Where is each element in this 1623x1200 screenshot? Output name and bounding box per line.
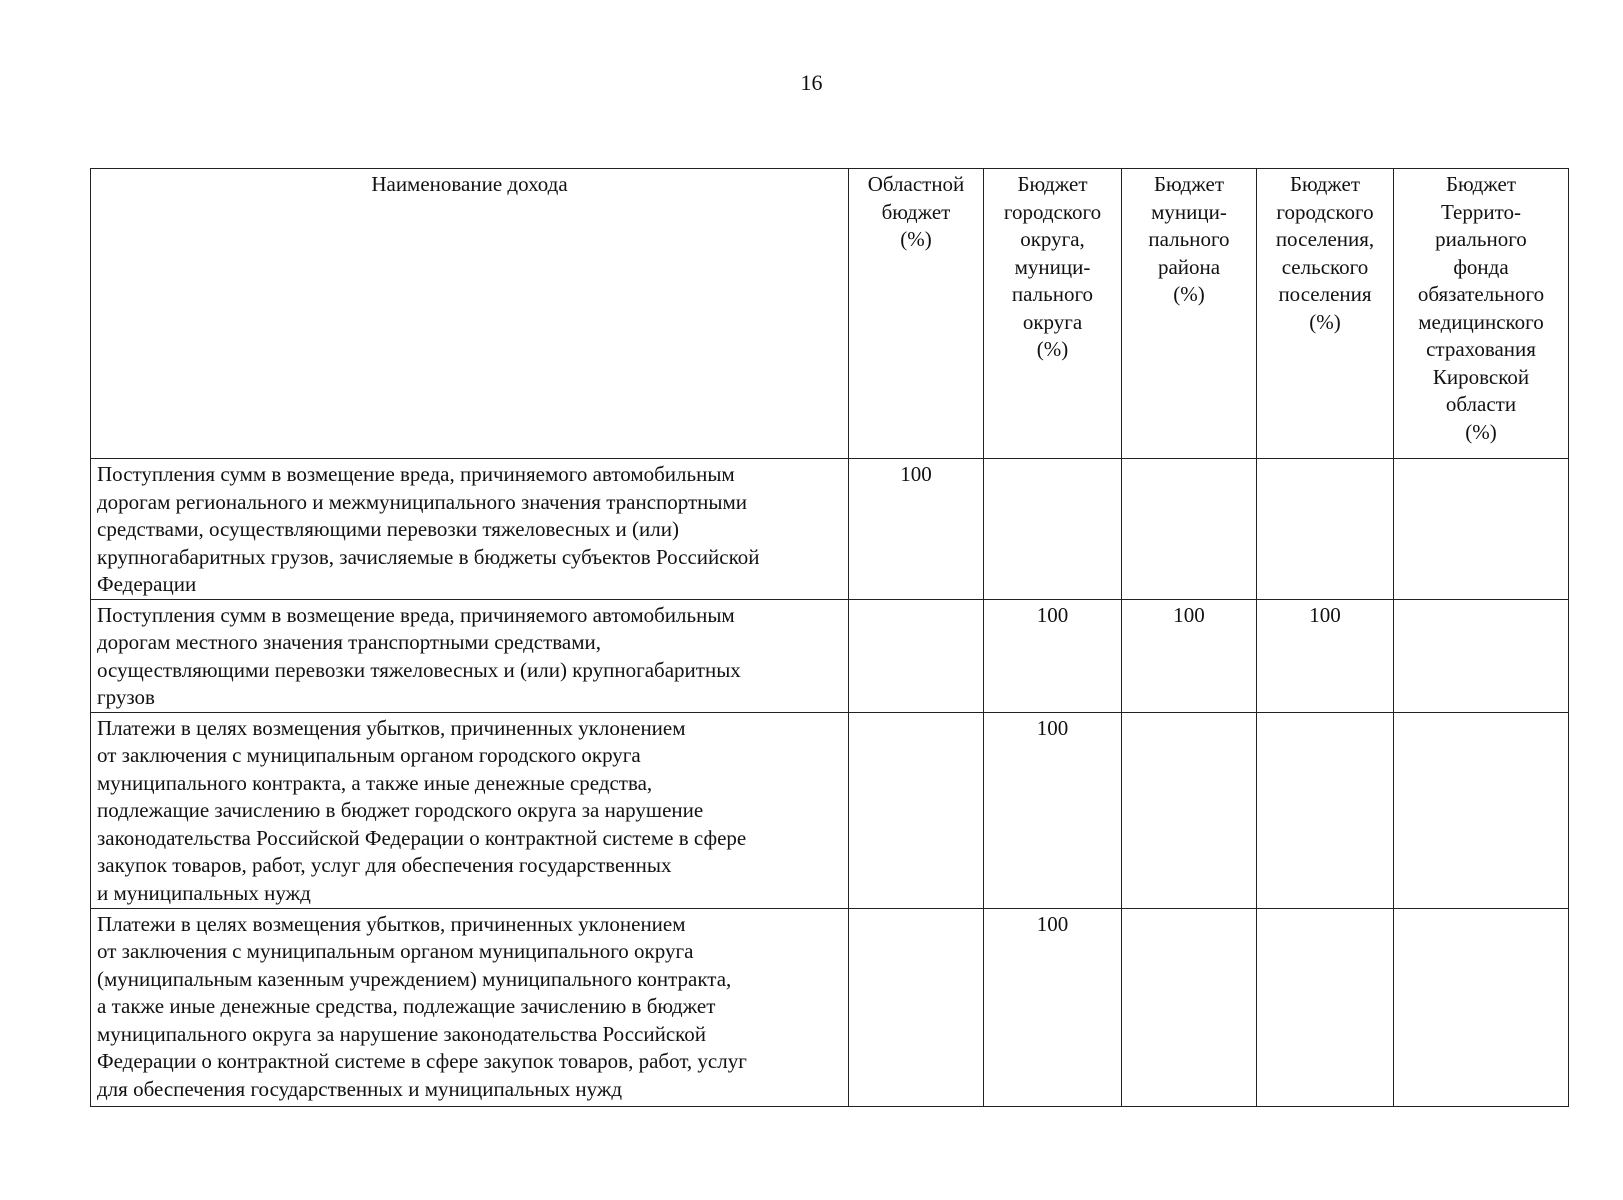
value-medical-insurance-fund-budget — [1394, 459, 1569, 600]
value-medical-insurance-fund-budget — [1394, 712, 1569, 908]
value-regional-budget: 100 — [849, 459, 984, 600]
text-line: пального — [1011, 282, 1094, 306]
text-line: обязательного — [1417, 282, 1545, 306]
text-line: (муниципальным казенным учреждением) муниципального контракта, — [97, 966, 732, 991]
value-medical-insurance-fund-budget — [1394, 908, 1569, 1106]
value-municipal-area-budget: 100 — [1122, 599, 1257, 712]
text-line: и муниципальных нужд — [97, 880, 311, 905]
table-row — [91, 712, 1569, 908]
text-line: Бюджет — [1289, 172, 1361, 196]
text-line: подлежащие зачислению в бюджет городского округа за нарушение — [97, 798, 704, 822]
value-medical-insurance-fund-budget — [1394, 599, 1569, 712]
text-line: средствами, осуществляющими перевозки тяжеловесных и (или) — [97, 517, 679, 541]
value-municipal-area-budget — [1122, 908, 1257, 1106]
text-line: Областной — [867, 172, 965, 196]
income-description — [91, 599, 849, 712]
text-line: грузов — [97, 685, 155, 709]
text-line: для обеспечения государственных и муниципальных нужд — [97, 1076, 623, 1101]
text-line: района — [1157, 254, 1221, 279]
header-settlement-budget — [1257, 169, 1394, 459]
text-line: законодательства Российской Федерации о контрактной системе в сфере — [97, 825, 747, 850]
table-row — [91, 908, 1569, 1106]
text-line: округа — [1022, 309, 1083, 334]
text-line: городского — [1003, 199, 1102, 224]
value-city-district-budget — [984, 459, 1122, 600]
text-line: дорогам местного значения транспортными средствами, — [97, 630, 602, 654]
header-municipal-area-budget — [1122, 169, 1257, 459]
text-line: муниципального контракта, а также иные денежные средства, — [97, 770, 653, 795]
text-line: осуществляющими перевозки тяжеловесных и (или) крупногабаритных — [97, 657, 741, 682]
text-line: бюджет — [881, 199, 951, 224]
table-header-row — [91, 169, 1569, 459]
text-line: а также иные денежные средства, подлежащие зачислению в бюджет — [97, 994, 716, 1018]
text-line: риального — [1435, 227, 1527, 251]
text-line: закупок товаров, работ, услуг для обеспечения государственных — [97, 853, 672, 877]
text-line: (%) — [1036, 337, 1069, 361]
text-line: Кировской — [1432, 364, 1530, 389]
text-line: от заключения с муниципальным органом городского округа — [97, 743, 641, 767]
text-line: (%) — [1309, 309, 1341, 334]
text-line: (%) — [900, 227, 932, 251]
income-description — [91, 459, 849, 600]
text-line: Поступления сумм в возмещение вреда, причиняемого автомобильным — [97, 602, 735, 627]
value-municipal-area-budget — [1122, 459, 1257, 600]
table-row — [91, 599, 1569, 712]
text-line: дорогам регионального и межмуниципального значения транспортными — [97, 489, 748, 514]
header-city-district-budget — [984, 169, 1122, 459]
text-line: поселения — [1278, 282, 1372, 306]
text-line: Бюджет — [1445, 172, 1517, 196]
header-income-name — [91, 169, 849, 459]
value-settlement-budget — [1257, 908, 1394, 1106]
text-line: пального — [1148, 227, 1230, 251]
text-line: (%) — [1465, 419, 1497, 444]
value-regional-budget — [849, 712, 984, 908]
header-medical-insurance-fund-budget — [1394, 169, 1569, 459]
text-line: округа, — [1020, 227, 1085, 251]
text-line: Поступления сумм в возмещение вреда, причиняемого автомобильным — [97, 462, 735, 486]
value-municipal-area-budget — [1122, 712, 1257, 908]
text-line: Наименование дохода — [371, 172, 568, 196]
income-distribution-table — [90, 168, 1569, 1107]
text-line: муниципального округа за нарушение законодательства Российской — [97, 1021, 707, 1046]
value-city-district-budget: 100 — [984, 712, 1122, 908]
page-number: 16 — [800, 70, 823, 95]
text-line: Федерации — [97, 572, 197, 596]
text-line: городского — [1276, 199, 1374, 224]
text-line: Федерации о контрактной системе в сфере закупок товаров, работ, услуг — [97, 1049, 747, 1073]
text-line: поселения, — [1275, 227, 1375, 251]
text-line: (%) — [1173, 282, 1205, 306]
text-line: крупногабаритных грузов, зачисляемые в бюджеты субъектов Российской — [97, 544, 760, 569]
text-line: Бюджет — [1153, 172, 1225, 196]
text-line: Бюджет — [1017, 172, 1088, 196]
value-settlement-budget: 100 — [1257, 599, 1394, 712]
text-line: муници- — [1151, 199, 1227, 224]
table-row — [91, 459, 1569, 600]
value-city-district-budget: 100 — [984, 908, 1122, 1106]
text-line: Платежи в целях возмещения убытков, причиненных уклонением — [97, 911, 686, 936]
text-line: Платежи в целях возмещения убытков, причиненных уклонением — [97, 715, 686, 740]
text-line: медицинского — [1418, 309, 1544, 334]
text-line: муници- — [1014, 254, 1091, 279]
header-regional-budget — [849, 169, 984, 459]
text-line: Террито- — [1441, 199, 1521, 224]
value-regional-budget — [849, 908, 984, 1106]
text-line: сельского — [1281, 254, 1369, 279]
income-description — [91, 712, 849, 908]
value-settlement-budget — [1257, 712, 1394, 908]
text-line: от заключения с муниципальным органом муниципального округа — [97, 939, 694, 963]
text-line: страхования — [1426, 337, 1536, 361]
value-settlement-budget — [1257, 459, 1394, 600]
income-description — [91, 908, 849, 1106]
value-regional-budget — [849, 599, 984, 712]
text-line: области — [1445, 392, 1517, 416]
text-line: фонда — [1453, 254, 1509, 279]
value-city-district-budget: 100 — [984, 599, 1122, 712]
